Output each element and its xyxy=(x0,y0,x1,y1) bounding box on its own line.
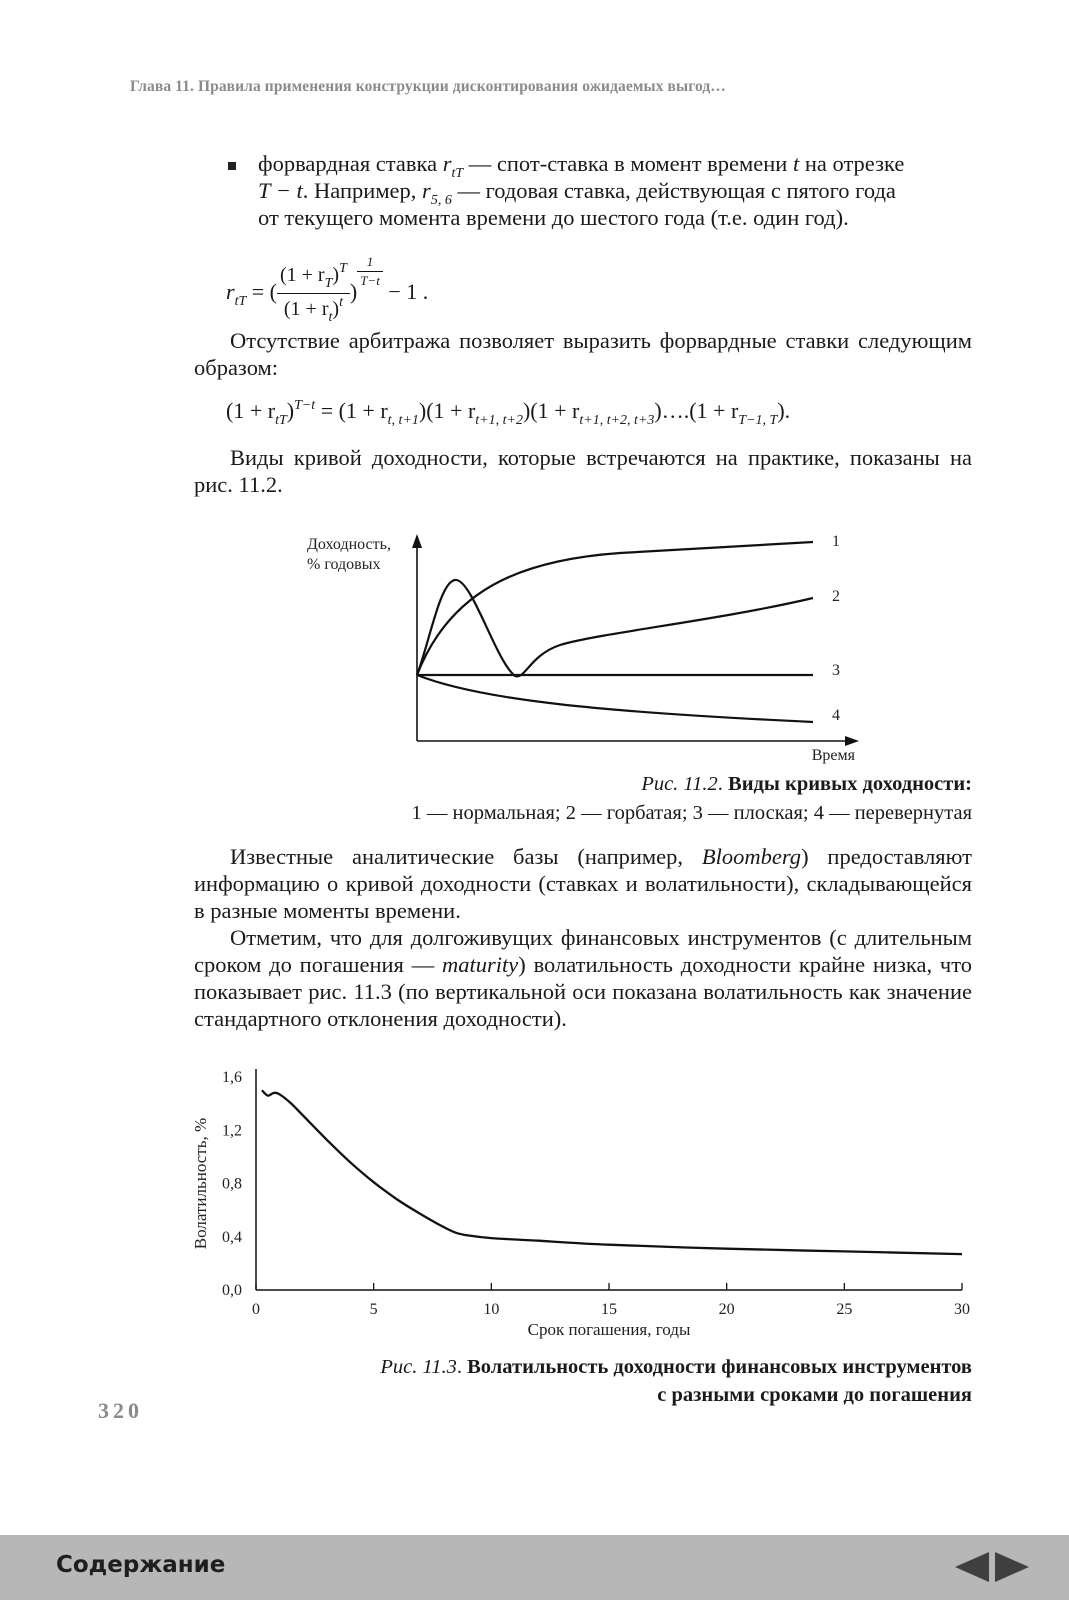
fig1-x-arrow xyxy=(845,736,859,746)
chart-y-ticks xyxy=(222,1069,242,1299)
page-number: 320 xyxy=(98,1398,143,1423)
prev-page-icon[interactable] xyxy=(955,1552,989,1582)
forward-rate-formula: $r_{tT}$ = ( $\frac{(1 + r_T)^T}{(1 + r_t)^t}$ ) $\frac{1}{T-t}$ − 1 . xyxy=(226,254,429,326)
y-tick-label: 0,4 xyxy=(222,1228,242,1246)
fig1-x-label: Время xyxy=(811,747,855,764)
x-tick-label: 10 xyxy=(483,1301,500,1318)
y-tick-label: 1,2 xyxy=(222,1122,242,1140)
curve-4-inverted xyxy=(417,675,813,722)
x-tick-label: 15 xyxy=(601,1301,617,1318)
bullet-marker xyxy=(228,162,236,170)
y-tick-label: 1,6 xyxy=(222,1069,242,1086)
paragraph-curve-types: Виды кривой доходности, которые встречаются на практике, показаны на рис. 11.2. xyxy=(194,445,972,497)
x-tick-label: 0 xyxy=(252,1301,260,1318)
next-page-icon[interactable] xyxy=(995,1552,1029,1582)
curve-2-humped xyxy=(417,580,813,676)
chart-x-ticks xyxy=(252,1283,970,1318)
paragraph-volatility: Отметим, что для долгоживущих финансовых инструментов (с длительным сроком до погашения — maturity) волатильность доходности крайне низка, что показывает рис. 11.3 (по вертикальной оси показана волатильность как значение стандартного отклонения доходности). xyxy=(194,925,972,1031)
fig1-legend: 1 — нормальная; 2 — горбатая; 3 — плоская; 4 — перевернутая xyxy=(411,802,972,824)
fig1-y-label-1: Доходность, xyxy=(307,536,391,553)
x-tick-label: 30 xyxy=(954,1301,970,1318)
curve-4-label: 4 xyxy=(832,707,840,724)
y-tick-label: 0,0 xyxy=(222,1282,242,1299)
fig1-y-label-2: % годовых xyxy=(307,556,381,573)
no-arbitrage-formula: $(1 + r_{tT})^{T-t} = (1 + r_{t, t+1})(1 + r_{t+1, t+2})(1$ + $r_{t+1, t+2, t+3})\dots.(1 + r_{T-1, T})$. xyxy=(226,398,791,428)
paragraph-bloomberg: Известные аналитические базы (например, Bloomberg) предоставляют информацию о кривой доходности (ставках и волатильности), складывающейся в разные моменты времени. xyxy=(194,844,972,923)
chart-x-axis-label: Срок погашения, годы xyxy=(527,1320,691,1339)
toc-link[interactable]: Содержание xyxy=(56,1552,226,1578)
y-tick-label: 0,8 xyxy=(222,1175,242,1193)
curve-3-label: 3 xyxy=(832,662,840,679)
chart-y-axis-label: Волатильность, % xyxy=(191,1117,210,1250)
fig1-caption: Рис. 11.2. Виды кривых доходности: xyxy=(641,773,972,795)
bullet-line-1: форвардная ставка $r_{tT}$ — спот-ставка в момент времени t на отрезке xyxy=(258,151,905,181)
fig1-y-arrow xyxy=(412,534,422,548)
x-tick-label: 5 xyxy=(369,1301,378,1318)
bullet-line-3: от текущего момента времени до шестого года (т.е. один год). xyxy=(258,205,849,230)
x-tick-label: 20 xyxy=(718,1301,735,1318)
fig2-caption-line-1: Рис. 11.3. Волатильность доходности финансовых инструментов xyxy=(380,1356,972,1378)
x-tick-label: 25 xyxy=(836,1301,853,1318)
bullet-line-2: T − t. Например, $r_{5, 6}$ — годовая ставка, действующая с пятого года xyxy=(258,178,896,208)
curve-1-label: 1 xyxy=(832,533,840,550)
volatility-series-line xyxy=(262,1090,962,1254)
running-head: Глава 11. Правила применения конструкции дисконтирования ожидаемых выгод… xyxy=(130,78,726,95)
paragraph-arbitrage: Отсутствие арбитража позволяет выразить форвардные ставки следующим образом: xyxy=(194,328,972,380)
curve-2-label: 2 xyxy=(832,588,840,605)
footer-bar xyxy=(0,1535,1069,1600)
fig2-caption-line-2: с разными сроками до погашения xyxy=(657,1384,972,1406)
curve-1-normal xyxy=(417,542,813,675)
